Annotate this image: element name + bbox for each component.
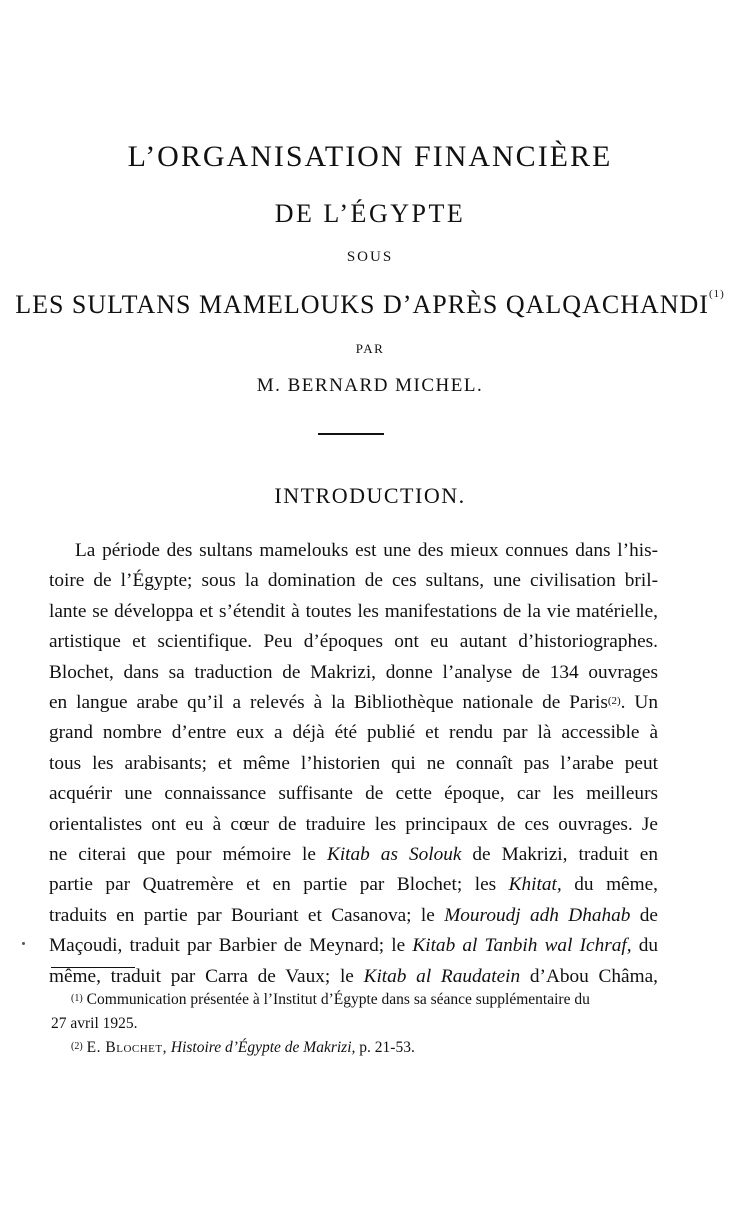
paragraph-text: de [630,904,658,926]
paragraph-text: en langue arabe qu’il a relevés à la Bibliothèque nationale de Paris [49,692,608,714]
title-line-2: DE L’ÉGYPTE [274,199,466,228]
section-heading: INTRODUCTION. [274,483,466,508]
title-line-4-text: LES SULTANS MAMELOUKS D’APRÈS QALQACHANDI [15,290,709,319]
paragraph-line: orientalistes ont eu à cœur de traduire les principaux de ces ouvrages. Je [49,813,658,835]
paragraph-line [49,840,658,870]
paragraph-text: d’Abou Châma, [520,965,658,987]
paragraph-line: acquérir une connaissance suffisante de cette époque, car les meilleurs [49,783,658,805]
title-line-4 [0,290,740,320]
book-title: Kitab as Solouk [326,844,462,866]
paragraph-line: Blochet, dans sa traduction de Makrizi, donne l’analyse de 134 ouvrages [49,661,658,683]
title-divider [318,433,384,435]
paragraph-line: toire de l’Égypte; sous la domination de ces sultans, une civilisation bril- [49,570,658,592]
footnote-divider [51,967,135,968]
title-line-3: SOUS [346,249,394,265]
paragraph-text: ne citerai que pour mémoire le [49,844,327,866]
book-title: Khitat, [508,874,562,896]
book-title: Mouroudj adh Dhahab [444,904,631,926]
par-label: PAR [355,341,385,356]
book-title: Kitab al Raudatein [363,965,521,987]
footnote-1-mark: (1) [71,993,83,1004]
paragraph-line: artistique et scientifique. Peu d’époques ont eu autant d’historiographes. [49,631,658,653]
footnote-1-text: Communication présentée à l’Institut d’Égypte dans sa séance supplémentaire du [86,991,590,1008]
footnote-2-author: E. Blochet, [86,1039,167,1056]
paragraph-line: lante se développa et s’étendit à toutes les manifestations de la vie matérielle, [49,600,658,622]
footnote-2 [51,1036,661,1060]
paragraph-line: La période des sultans mamelouks est une des mieux connues dans l’his- [75,540,658,561]
paragraph-line [49,688,658,718]
paragraph-line [49,901,658,931]
paragraph-line: tous les arabisants; et même l’historien qui ne connaît pas l’arabe peut [49,752,658,774]
margin-mark [22,942,25,945]
paragraph-text: même, traduit par Carra de Vaux; le [49,965,364,987]
paragraph-text: du [631,935,658,957]
footnote-2-pages: p. 21-53. [355,1039,415,1056]
footnote-1-continued: 27 avril 1925. [51,1015,138,1032]
footnote-2-mark: (2) [71,1041,83,1052]
paragraph-text: partie par Quatremère et en partie par Blochet; les [49,874,509,896]
paragraph-line: grand nombre d’entre eux a déjà été publié et rendu par là accessible à [49,722,658,744]
introduction-paragraph [49,536,658,992]
paragraph-text: de Makrizi, traduit en [461,844,658,866]
paragraph-line [49,931,658,961]
footnote-1 [51,988,661,1012]
paragraph-text: Maçoudi, traduit par Barbier de Meynard; le [49,935,413,957]
footnotes [51,988,661,1060]
paragraph-text: . Un [620,692,658,714]
paragraph-line [49,870,658,900]
footnote-ref-1[interactable]: (1) [708,288,725,300]
paragraph-text: traduits en partie par Bouriant et Casanova; le [49,904,445,926]
author-name: M. BERNARD MICHEL. [256,375,484,396]
footnote-2-title: Histoire d’Égypte de Makrizi, [170,1039,356,1056]
title-line-1: L’ORGANISATION FINANCIÈRE [127,140,613,173]
paragraph-text: du même, [561,874,658,896]
footnote-ref-2[interactable]: (2) [607,695,621,708]
book-title: Kitab al Tanbih wal Ichraf, [412,935,632,957]
